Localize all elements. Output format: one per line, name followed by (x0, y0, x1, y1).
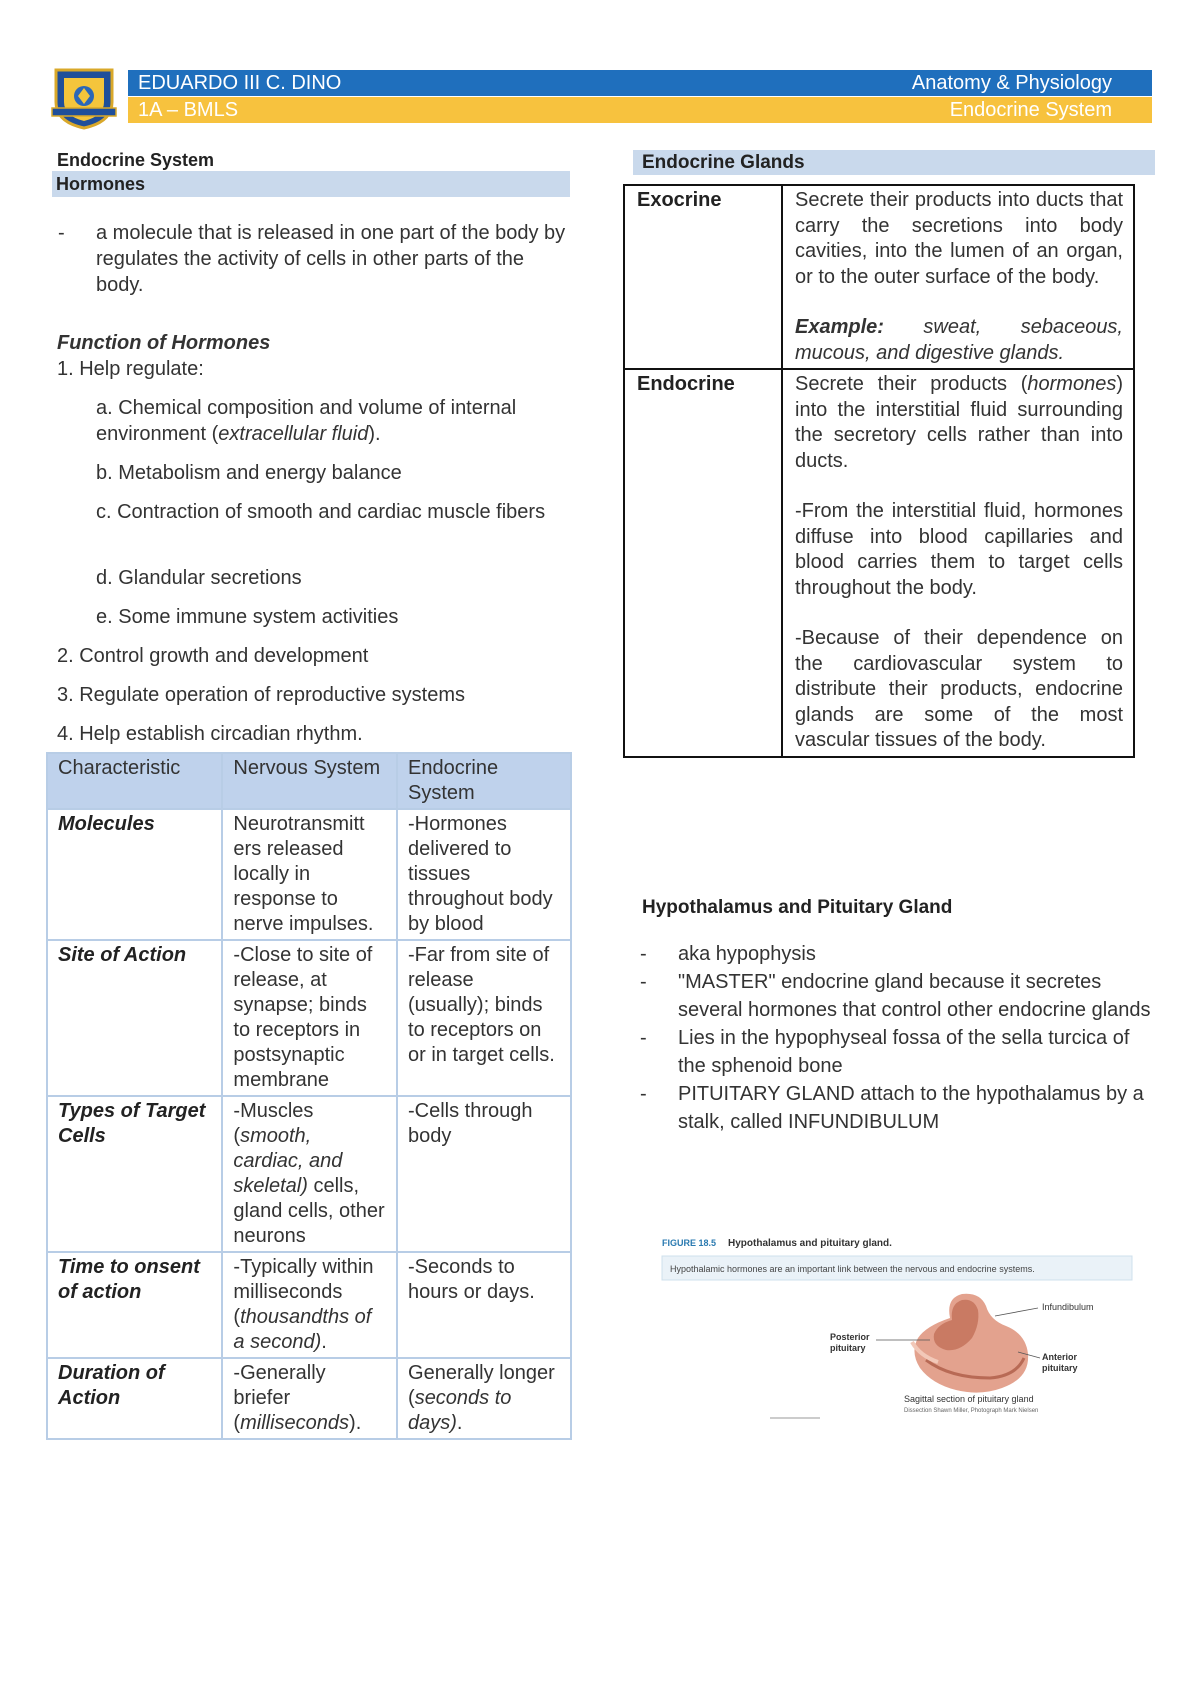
table-row (624, 185, 1134, 369)
subject-name: Anatomy & Physiology (911, 72, 1112, 94)
hormone-definition: a molecule that is released in one part of the body by regulates the activity of cells in other parts of the body. (96, 222, 566, 296)
nervous-cell: -Generally briefer (milliseconds). (222, 1358, 397, 1439)
nervous-cell: -Typically within milliseconds (thousandths of a second). (222, 1252, 397, 1358)
list-item: - Lies in the hypophyseal fossa of the sella turcica of the sphenoid bone (640, 1027, 1130, 1077)
function-item-1b: b. Metabolism and energy balance (96, 462, 402, 484)
topic-name: Endocrine System (949, 99, 1112, 121)
endocrine-cell: Generally longer (seconds to days). (397, 1358, 571, 1439)
list-item: - "MASTER" endocrine gland because it secretes several hormones that control other endocrine glands (640, 971, 1151, 1021)
function-item-1c: c. Contraction of smooth and cardiac muscle fibers (96, 501, 546, 523)
table-row (47, 1358, 571, 1439)
endocrine-cell: -Cells through body (397, 1096, 571, 1252)
hypothalamus-heading: Hypothalamus and Pituitary Gland (642, 897, 953, 918)
nervous-cell: -Close to site of release, at synapse; binds to receptors in postsynaptic membrane (222, 940, 397, 1096)
row-key: Molecules (47, 809, 222, 940)
function-item-1d: d. Glandular secretions (96, 567, 302, 589)
endocrine-description (782, 369, 1134, 757)
function-item-3: 3. Regulate operation of reproductive systems (57, 684, 465, 706)
endocrine-paragraph-1: Secrete their products (hormones) into the interstitial fluid surrounding the secretory cells rather than into ducts. (795, 373, 1123, 472)
figure-credit: Dissection Shawn Miller, Photograph Mark Nielsen (904, 1408, 1039, 1414)
endocrine-paragraph-3: -Because of their dependence on the cardiovascular system to distribute their products, endocrine glands are some of the most vascular tissues of the body. (795, 627, 1123, 751)
header-gold-bar (128, 97, 1152, 123)
header-blue-bar (128, 70, 1152, 96)
function-item-1: 1. Help regulate: (57, 358, 204, 380)
nervous-cell: Neurotransmitt ers released locally in response to nerve impulses. (222, 809, 397, 940)
school-seal-logo (50, 66, 118, 130)
function-item-4: 4. Help establish circadian rhythm. (57, 723, 363, 745)
list-item: - aka hypophysis (640, 943, 816, 965)
row-key: Types of Target Cells (47, 1096, 222, 1252)
student-section: 1A – BMLS (138, 99, 239, 121)
student-name: EDUARDO III C. DINO (138, 72, 342, 94)
nervous-cell: -Muscles (smooth, cardiac, and skeletal) cells, gland cells, other neurons (222, 1096, 397, 1252)
endocrine-cell: -Hormones delivered to tissues throughout body by blood (397, 809, 571, 940)
label-anterior-2: pituitary (1042, 1363, 1078, 1373)
nervous-vs-endocrine-table (46, 752, 572, 1440)
row-key: Duration of Action (47, 1358, 222, 1439)
endocrine-key: Endocrine (624, 369, 782, 757)
table-row (47, 1096, 571, 1252)
exocrine-description (782, 185, 1134, 369)
table-row (624, 369, 1134, 757)
figure-title: Hypothalamus and pituitary gland. (728, 1238, 892, 1249)
functions-heading: Function of Hormones (57, 332, 271, 354)
glands-heading: Endocrine Glands (633, 150, 1155, 175)
label-sagittal: Sagittal section of pituitary gland (904, 1394, 1034, 1404)
header-endocrine: Endocrine System (397, 753, 571, 809)
list-item: - PITUITARY GLAND attach to the hypothalamus by a stalk, called INFUNDIBULUM (640, 1083, 1144, 1133)
endocrine-cell: -Far from site of release (usually); binds to receptors on or in target cells. (397, 940, 571, 1096)
definition-dash: - (58, 222, 65, 244)
endocrine-paragraph-2: -From the interstitial fluid, hormones diffuse into blood capillaries and blood carries them to target cells throughout the body. (795, 500, 1123, 599)
label-anterior: Anterior (1042, 1352, 1078, 1362)
row-key: Site of Action (47, 940, 222, 1096)
header-characteristic: Characteristic (47, 753, 222, 809)
header-nervous: Nervous System (222, 753, 397, 809)
endocrine-cell: -Seconds to hours or days. (397, 1252, 571, 1358)
exocrine-key: Exocrine (624, 185, 782, 369)
section-title: Endocrine System (57, 150, 215, 170)
label-posterior: Posterior (830, 1332, 870, 1342)
table-row (47, 1252, 571, 1358)
exocrine-text: Secrete their products into ducts that carry the secretions into body cavities, into the lumen of an organ, or to the outer surface of the body. (795, 189, 1123, 288)
pituitary-gland-figure (650, 1228, 1140, 1420)
function-item-1a: a. Chemical composition and volume of internal environment (extracellular fluid). (96, 397, 517, 445)
label-infundibulum: Infundibulum (1042, 1302, 1094, 1312)
glands-table (623, 184, 1135, 758)
label-posterior-2: pituitary (830, 1343, 866, 1353)
function-item-2: 2. Control growth and development (57, 645, 369, 667)
function-item-1e: e. Some immune system activities (96, 606, 399, 628)
table-header-row (47, 753, 571, 809)
hormones-subheading: Hormones (52, 171, 570, 197)
exocrine-example: Example: sweat, sebaceous, mucous, and digestive glands. (795, 316, 1123, 364)
figure-caption: Hypothalamic hormones are an important link between the nervous and endocrine systems. (670, 1264, 1035, 1274)
hypothalamus-list (640, 940, 1160, 1136)
figure-label: FIGURE 18.5 (662, 1238, 717, 1248)
row-key: Time to onsent of action (47, 1252, 222, 1358)
table-row (47, 809, 571, 940)
table-row (47, 940, 571, 1096)
pituitary-illustration (912, 1294, 1028, 1393)
